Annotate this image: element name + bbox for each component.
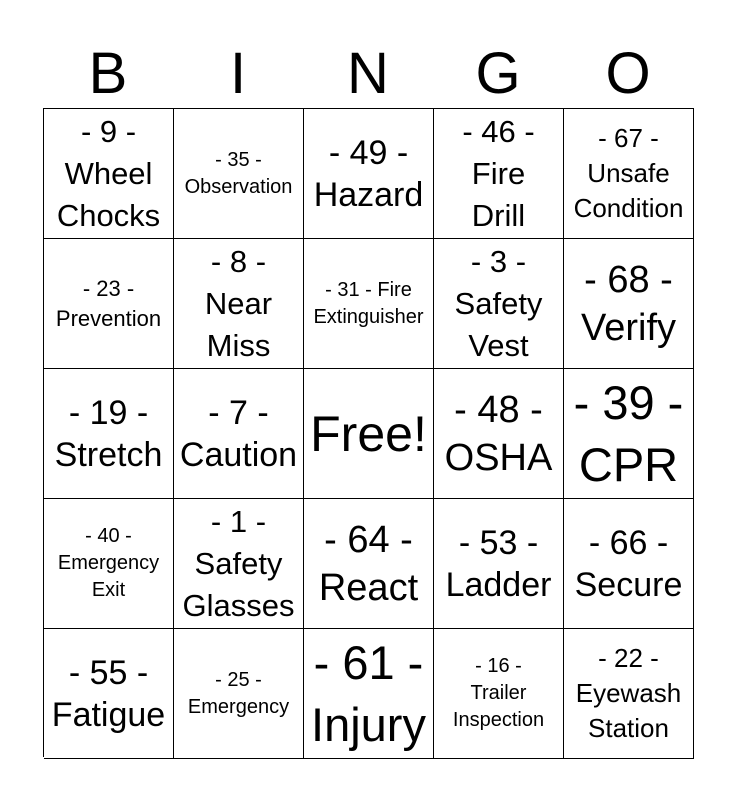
bingo-cell[interactable] — [564, 499, 694, 629]
cell-text: - 48 - OSHA — [444, 388, 553, 479]
cell-text: - 40 - Emergency Exit — [57, 525, 160, 601]
cell-text: - 31 - Fire Extinguisher — [313, 278, 424, 328]
bingo-cell[interactable] — [44, 369, 174, 499]
header-letter-o: O — [605, 41, 651, 106]
bingo-cell[interactable] — [434, 369, 564, 499]
header-letter-b: B — [88, 41, 128, 106]
cell-text: - 9 - Wheel Chocks — [56, 113, 161, 233]
header-letter-i: I — [229, 41, 247, 106]
cell-text: - 22 - Eyewash Station — [575, 643, 682, 743]
header-letter-g: G — [475, 41, 521, 106]
bingo-cell[interactable] — [174, 109, 304, 239]
free-space-text: Free! — [310, 405, 427, 462]
cell-text: - 25 - Emergency — [187, 668, 290, 718]
bingo-cell[interactable] — [304, 239, 434, 369]
cell-text: - 53 - Ladder — [445, 523, 552, 604]
bingo-cell[interactable] — [44, 109, 174, 239]
cell-text: - 66 - Secure — [574, 523, 683, 604]
cell-text: - 1 - Safety Glasses — [182, 503, 295, 623]
cell-text: - 3 - Safety Vest — [454, 243, 543, 363]
cell-text: - 19 - Stretch — [54, 393, 163, 474]
free-space-cell[interactable] — [304, 369, 434, 499]
cell-text: - 23 - Prevention — [55, 275, 162, 331]
cell-text: - 35 - Observation — [184, 148, 293, 198]
bingo-cell[interactable] — [564, 369, 694, 499]
bingo-cell[interactable] — [434, 109, 564, 239]
cell-text: - 67 - Unsafe Condition — [573, 123, 684, 223]
bingo-cell[interactable] — [44, 499, 174, 629]
cell-text: - 55 - Fatigue — [51, 653, 166, 734]
cell-text: - 68 - Verify — [580, 258, 677, 349]
bingo-cell[interactable] — [564, 239, 694, 369]
cell-text: - 49 - Hazard — [313, 133, 424, 214]
header-letter-n: N — [347, 41, 389, 106]
bingo-cell[interactable] — [304, 629, 434, 759]
bingo-cell[interactable] — [564, 629, 694, 759]
cell-text: - 7 - Caution — [179, 393, 298, 474]
bingo-board — [43, 108, 694, 757]
bingo-cell[interactable] — [304, 499, 434, 629]
bingo-cell[interactable] — [564, 109, 694, 239]
bingo-cell[interactable] — [44, 239, 174, 369]
cell-text: - 39 - CPR — [573, 375, 684, 491]
bingo-cell[interactable] — [434, 499, 564, 629]
bingo-cell[interactable] — [174, 369, 304, 499]
cell-text: - 16 - Trailer Inspection — [452, 655, 545, 731]
cell-text: - 64 - React — [318, 518, 419, 609]
bingo-cell[interactable] — [44, 629, 174, 759]
cell-text: - 61 - Injury — [311, 635, 426, 751]
bingo-cell[interactable] — [304, 109, 434, 239]
cell-text: - 8 - Near Miss — [204, 243, 273, 363]
bingo-cell[interactable] — [434, 239, 564, 369]
cell-text: - 46 - Fire Drill — [462, 113, 535, 233]
bingo-cell[interactable] — [174, 499, 304, 629]
bingo-cell[interactable] — [174, 629, 304, 759]
bingo-cell[interactable] — [174, 239, 304, 369]
bingo-header — [43, 40, 693, 108]
bingo-cell[interactable] — [434, 629, 564, 759]
